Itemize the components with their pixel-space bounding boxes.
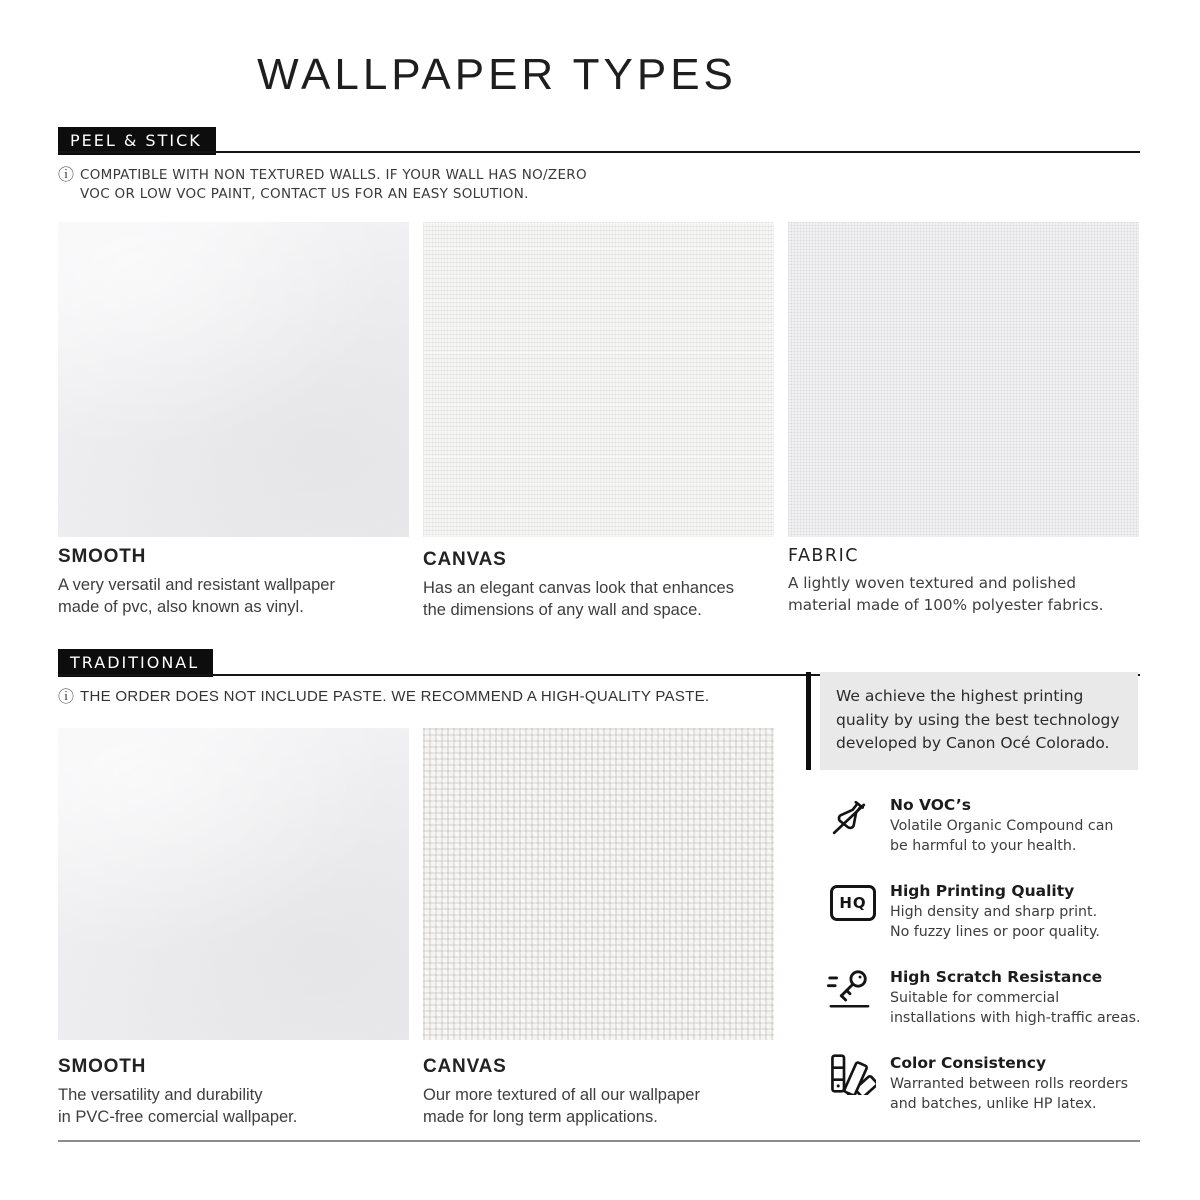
peel-stick-note-line2: VOC OR LOW VOC PAINT, CONTACT US FOR AN EASY SOLUTION.	[80, 186, 529, 202]
fabric-caption	[788, 546, 1103, 616]
swatch-desc-line: in PVC-free comercial wallpaper.	[58, 1108, 298, 1126]
swatch-desc-line: Our more textured of all our wallpaper	[423, 1086, 700, 1104]
quote-accent-bar	[806, 672, 811, 770]
peel-stick-badge: PEEL & STICK	[58, 127, 216, 155]
fabric-swatch-image	[788, 222, 1139, 537]
feature-desc-line: and batches, unlike HP latex.	[890, 1096, 1097, 1112]
feature-high-printing-quality	[890, 881, 1100, 942]
swatch-desc-line: A lightly woven textured and polished	[788, 574, 1077, 592]
quote-line: We achieve the highest printing	[836, 687, 1084, 705]
swatch-desc-line: made of pvc, also known as vinyl.	[58, 598, 304, 616]
feature-desc-line: Warranted between rolls reorders	[890, 1076, 1129, 1092]
swatch-label: SMOOTH	[58, 546, 147, 567]
peel-stick-note-line1: COMPATIBLE WITH NON TEXTURED WALLS. IF YOUR WALL HAS NO/ZERO	[80, 167, 587, 183]
swatch-desc-line: material made of 100% polyester fabrics.	[788, 596, 1104, 614]
feature-desc-line: installations with high-traffic areas.	[890, 1010, 1141, 1026]
smooth-swatch-image	[58, 222, 409, 537]
traditional-badge: TRADITIONAL	[58, 649, 213, 677]
feature-desc-line: be harmful to your health.	[890, 838, 1077, 854]
canvas-swatch-image	[423, 222, 774, 537]
peel-stick-note	[58, 166, 587, 204]
hq-badge-icon	[830, 885, 876, 921]
feature-high-scratch-resistance	[890, 967, 1141, 1028]
swatch-desc-line: Has an elegant canvas look that enhances	[423, 579, 734, 597]
feature-desc-line: No fuzzy lines or poor quality.	[890, 924, 1100, 940]
canvas-caption	[423, 549, 734, 621]
info-icon: ⓘ	[58, 165, 75, 184]
smooth-caption	[58, 1056, 297, 1128]
canvas-swatch-image	[423, 728, 774, 1040]
no-voc-flask-icon	[828, 797, 876, 843]
key-scratch-icon	[826, 966, 872, 1016]
feature-desc-line: High density and sharp print.	[890, 904, 1098, 920]
canvas-caption	[423, 1056, 700, 1128]
smooth-swatch-image	[58, 728, 409, 1040]
page-title: WALLPAPER TYPES	[257, 50, 737, 99]
swatch-desc-line: The versatility and durability	[58, 1086, 263, 1104]
swatch-desc-line: the dimensions of any wall and space.	[423, 601, 702, 619]
traditional-note-text: THE ORDER DOES NOT INCLUDE PASTE. WE RECOMMEND A HIGH-QUALITY PASTE.	[80, 688, 710, 705]
peel-stick-divider	[58, 151, 1140, 153]
swatch-label: CANVAS	[423, 1056, 507, 1077]
hq-icon-text: HQ	[839, 894, 867, 912]
feature-title: Color Consistency	[890, 1054, 1047, 1072]
quote-box	[820, 672, 1138, 770]
smooth-caption	[58, 546, 335, 618]
swatch-desc-line: A very versatil and resistant wallpaper	[58, 576, 335, 594]
swatch-desc-line: made for long term applications.	[423, 1108, 658, 1126]
feature-title: High Scratch Resistance	[890, 968, 1103, 986]
feature-desc-line: Suitable for commercial	[890, 990, 1060, 1006]
swatch-label: CANVAS	[423, 549, 507, 570]
feature-color-consistency	[890, 1053, 1128, 1114]
quote-line: quality by using the best technology	[836, 710, 1120, 729]
swatch-label: SMOOTH	[58, 1056, 147, 1077]
swatch-label: FABRIC	[788, 546, 859, 566]
color-swatchbook-icon	[828, 1052, 876, 1099]
feature-desc-line: Volatile Organic Compound can	[890, 818, 1114, 834]
feature-title: No VOC’s	[890, 796, 971, 814]
bottom-divider	[58, 1140, 1140, 1142]
feature-no-voc	[890, 795, 1113, 856]
traditional-note	[58, 688, 709, 705]
feature-title: High Printing Quality	[890, 882, 1075, 900]
quote-line: developed by Canon Océ Colorado.	[836, 734, 1110, 752]
info-icon: ⓘ	[58, 687, 75, 706]
